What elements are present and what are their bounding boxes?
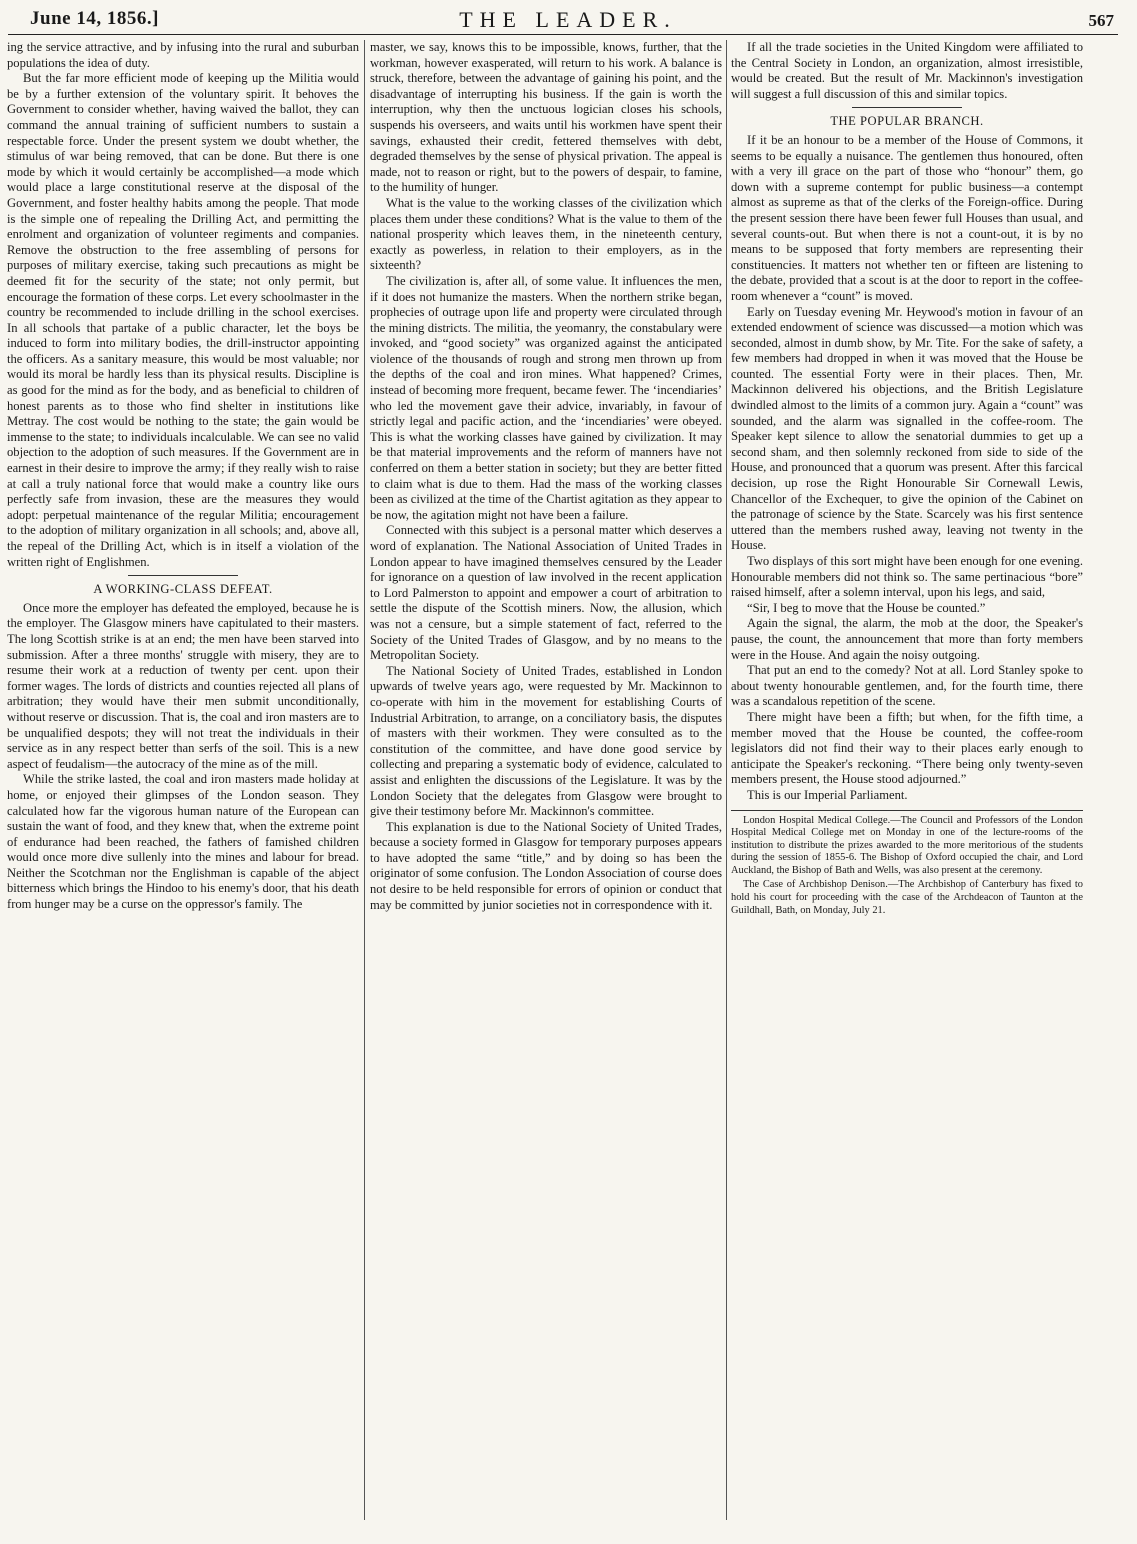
section-rule: [852, 107, 962, 108]
column-3: [731, 40, 1083, 1540]
paragraph: This explanation is due to the National Society of United Trades, because a society formed in Glasgow for temporary purposes appears to have adopted the same “title,” and by doing so has been the originator of some confusion. The London Association of course does not desire to be held responsible for errors of opinion or conduct that may be committed by junior societies not in correspondence with it.: [370, 819, 722, 912]
paragraph: Two displays of this sort might have been enough for one evening. Honourable members did not think so. The same pertinacious “bore” raised himself, after a solemn interval, upon his legs, and said,: [731, 554, 1083, 600]
issue-date: June 14, 1856.]: [30, 8, 159, 29]
paragraph: There might have been a fifth; but when, for the fifth time, a member moved that the House be counted, the coffee-room legislators did not find their way to their places early enough to anticipate the Speaker's reckoning. “There being only twenty-seven members present, the House stood adjourned.”: [731, 709, 1083, 787]
paragraph: “Sir, I beg to move that the House be counted.”: [747, 600, 986, 615]
news-note: The Case of Archbishop Denison.—The Archbishop of Canterbury has fixed to hold his court for proceeding with the case of the Archdeacon of Taunton at the Guildhall, Bath, on Monday, July 21.: [731, 879, 1083, 916]
paragraph: Once more the employer has defeated the employed, because he is the employer. The Glasgow miners have capitulated to their masters. The long Scottish strike is at an end; the men have been starved into submission. After a three months' struggle with misery, they are to resume their work at a reduction of twenty per cent. upon their former wages. The lords of districts and counties rejected all plans of arbitration; they would have their men submit unconditionally, without reserve or discussion. That is, the coal and iron masters are to be unqualified despots; they will not treat the individuals in their service as in any respect better than serfs of the soil. This is a new aspect of feudalism—the autocracy of the mine as of the mill.: [7, 600, 359, 771]
article-heading: THE POPULAR BRANCH.: [830, 114, 984, 129]
news-notes: [731, 810, 1083, 918]
paragraph: master, we say, knows this to be impossible, knows, further, that the workman, however exasperated, will return to his work. A balance is struck, therefore, between the advantage of gaining his point, and the disadvantage of interrupting his business. If the gain is worth the interruption, why then the unctuous logician closes his schools, suspends his overseers, and waits until his workmen have spent their savings, exhausted their credit, fettered themselves with debt, degraded themselves by the sense of physical privation. The appeal is made, not to reason or right, but to the powers of despair, to famine, to the humility of hunger.: [370, 40, 722, 195]
paragraph: While the strike lasted, the coal and iron masters made holiday at home, or enjoyed their glimpses of the London season. They calculated how far the vigorous human nature of the European can sustain the want of food, and they knew that, when the extreme point of endurance had been reached, the fathers of famished children would once more dive sullenly into the mines and labour for bread. Neither the Scotchman nor the Englishman is capable of the abject bitterness which brings the Hindoo to his enemy's door, that his death from hunger may be a curse on the oppressor's family. The: [7, 772, 359, 912]
column-divider: [726, 40, 727, 1520]
paragraph: That put an end to the comedy? Not at all. Lord Stanley spoke to about twenty honourable gentlemen, and, for the fourth time, there was a scandalous repetition of the scene.: [731, 663, 1083, 709]
paragraph: If all the trade societies in the United Kingdom were affiliated to the Central Society in London, an organization, almost irresistible, would be created. But the result of Mr. Mackinnon's investigation will suggest a full discussion of this and similar topics.: [731, 40, 1083, 101]
paragraph: If it be an honour to be a member of the House of Commons, it seems to be equally a nuisance. The gentlemen thus honoured, often with a very ill grace on the part of those who “honour” them, go down with a supreme contempt for public business—a contempt almost as supreme as that of the clerks of the Foreign-office. During the present session there have been fewer full Houses than usual, and several counts-out. But when there is not a count-out, it is by no means to be supposed that forty members are representing their constituencies. It matters not whether ten or fifteen are listening to the debate, provided that a scout is at the door to report in the coffee-room whenever a “count” is moved.: [731, 132, 1083, 303]
article-heading: A WORKING-CLASS DEFEAT.: [93, 582, 273, 597]
page-number: 567: [1088, 11, 1114, 30]
column-divider: [364, 40, 365, 1520]
paragraph: The National Society of United Trades, established in London upwards of twelve years ago, were requested by Mr. Mackinnon to co-operate with him in the movement for establishing Courts of Industrial Arbitration, to arrange, on a conciliatory basis, the disputes of masters with their workmen. They were consulted as to the constitution of the committee, and have done good service by collecting and preparing a systematic body of evidence, calculated to assist and enlighten the discussions of the Legislature. It was by the London Society that the delegates from Glasgow were brought to give their testimony before Mr. Mackinnon's committee.: [370, 663, 722, 819]
paragraph: The civilization is, after all, of some value. It influences the men, if it does not humanize the masters. When the northern strike began, prophecies of outrage upon life and property were circulated through the mining districts. The militia, the yeomanry, the constabulary were invoked, and “good society” was organized against the anticipated violence of the thousands of rough and strong men thrown up from the depths of the coal and iron mines. What happened? Crimes, instead of becoming more frequent, became fewer. The ‘incendiaries’ who led the movement gave their advice, invariably, in favour of strictly legal and pacific action, and the ‘incendiaries’ were obeyed. This is what the working classes have gained by civilization. It may be that material improvements and the reform of manners have not conferred on them a better station in society; but they are better fitted to claim what is due to them. Had the mass of the working classes been as civilized at the time of the Chartist agitation as they appear to be now, the agitation might not have been a failure.: [370, 273, 722, 522]
page-header: [18, 8, 1118, 32]
paragraph: What is the value to the working classes of the civilization which places them under these conditions? What is the value to them of the national prosperity which leaves them, in the nineteenth century, exactly as powerless, in relation to their employers, as in the sixteenth?: [370, 195, 722, 273]
paragraph: ing the service attractive, and by infusing into the rural and suburban populations the idea of duty.: [7, 40, 359, 70]
paragraph: Connected with this subject is a personal matter which deserves a word of explanation. The National Association of United Trades in London appear to have imagined themselves censured by the Leader for ignorance on a question of law involved in the recent application to Lord Palmerston to appoint and empower a court of arbitration to settle the dispute of the Scottish miners. Now, the allusion, which was not a censure, but a simple statement of fact, referred to the Society of the United Trades of Glasgow, and by no means to the Metropolitan Society.: [370, 523, 722, 663]
section-rule: [128, 575, 238, 576]
paragraph: Early on Tuesday evening Mr. Heywood's motion in favour of an extended endowment of science was discussed—a motion which was seconded, almost in dumb show, by Mr. Tite. For the sake of safety, a few members had dropped in when it was moved that the House be counted. The essential Forty were in their places. Then, Mr. Mackinnon delivered his objections, and the British Legislature dwindled almost to the limits of a common jury. Again a “count” was sounded, and the alarm was signalled in the coffee-room. The Speaker kept silence to allow the senatorial dummies to get up a second sham, and then solemnly reckoned from side to side of the House, and pronounced that a quorum was present. After this farcical decision, up rose the Right Honourable Sir Cornewall Lewis, Chancellor of the Exchequer, to give the opinion of the Cabinet on the patronage of science by the State. Scarcely was his first sentence uttered than the members rushed away, leaving not twenty in the House.: [731, 304, 1083, 553]
column-2: [370, 40, 722, 1540]
header-rule: [8, 34, 1118, 35]
news-note: London Hospital Medical College.—The Council and Professors of the London Hospital Medical College met on Monday in one of the lecture-rooms of the institution to distribute the prizes awarded to the more meritorious of the students during the session of 1855-6. The Bishop of Oxford occupied the chair, and Lord Auckland, the Bishop of Bath and Wells, was also present at the ceremony.: [731, 814, 1083, 876]
paragraph: This is our Imperial Parliament.: [747, 787, 908, 802]
masthead-title: THE LEADER.: [459, 7, 677, 32]
column-1: [7, 40, 359, 1540]
paragraph: But the far more efficient mode of keeping up the Militia would be by a further extension of the voluntary spirit. It behoves the Government to consider whether, having waived the ballot, they can command the annual training of sufficient numbers to sustain a respectable force. Under the present system we doubt whether, the stimulus of war being removed, that can be done. But there is one mode by which it would certainly be accomplished—a mode which would place a large constitutional reserve at the disposal of the Government, and foster healthy habits among the people. That mode is the simple one of repealing the Drilling Act, and permitting the enrolment and organization of volunteer regiments and companies. Remove the obstruction to the free assembling of persons for purposes of military exercise, taking such precautions as might be deemed fit for the security of the state; not only permit, but encourage the formation of these corps. Let every schoolmaster in the country be recommended to include drilling in the school exercises. In all schools that partake of a public character, let the boys be induced to form into military bodies, the drill-instructor appointing the officers. As a sanitary measure, this would be most valuable; nor would its moral be hardly less than its physical results. Discipline is as good for the mind as for the body, and as beneficial to children of honest parents as to those who find shelter in institutions like Mettray. The cost would be nothing to the state; the gain would be immense to the state; to individuals incalculable. We can see no valid objection to the adoption of such measures. If the Government are in earnest in their desire to improve the army; if they really wish to raise at call a truly national force that would make a country like ours perfectly safe from invasion, these are the measures they would adopt: perpetual maintenance of the regular Militia; encouragement to the adoption of military organization in all schools; and, above all, the repeal of the Drilling Act, which is in itself a violation of the written right of Englishmen.: [7, 71, 359, 569]
paragraph: Again the signal, the alarm, the mob at the door, the Speaker's pause, the count, the announcement that more than forty members were in the House. And again the noisy outgoing.: [731, 616, 1083, 662]
